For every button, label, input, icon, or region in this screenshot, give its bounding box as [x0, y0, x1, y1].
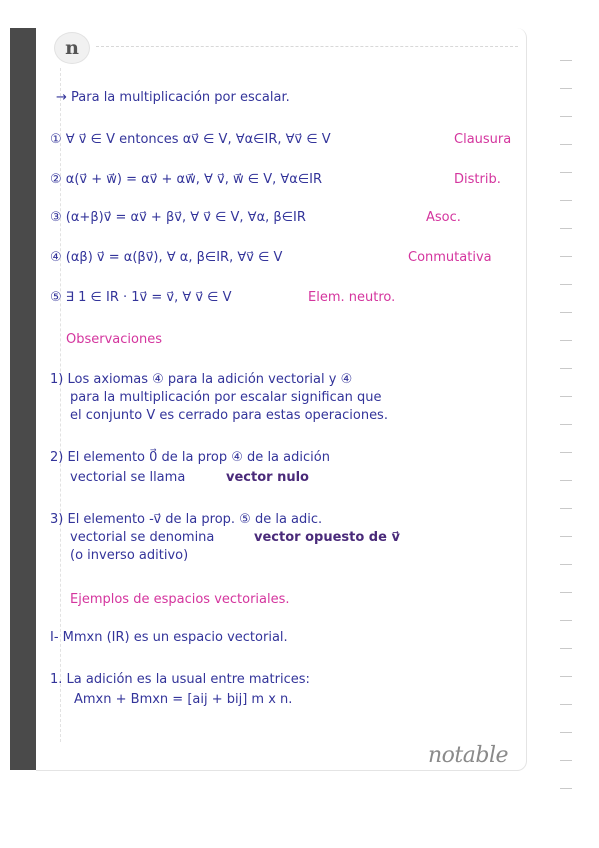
- top-dashed-line: [96, 46, 518, 47]
- axiom-2-tag: Distrib.: [454, 172, 501, 187]
- axiom-1-tag: Clausura: [454, 132, 512, 147]
- axiom-4-tag: Conmutativa: [408, 250, 492, 265]
- obs-1-line-1: 1) Los axiomas ④ para la adición vectorial y ④: [50, 372, 353, 387]
- term-vector-opuesto: vector opuesto de v⃗: [254, 530, 400, 545]
- axiom-4: ④ (αβ) v⃗ = α(βv⃗), ∀ α, β∈IR, ∀v⃗ ∈ V: [50, 250, 283, 265]
- axiom-2: ② α(v⃗ + w⃗) = αv⃗ + αw⃗, ∀ v⃗, w⃗ ∈ V, ∀α∈IR: [50, 172, 323, 187]
- example-1-item-1-line-1: 1. La adición es la usual entre matrices:: [50, 672, 310, 687]
- notable-logo-icon: n: [54, 32, 90, 64]
- obs-2-line-2: vectorial se llama: [70, 470, 186, 485]
- axiom-5-tag: Elem. neutro.: [308, 290, 396, 305]
- obs-3-line-2: vectorial se denomina: [70, 530, 215, 545]
- axiom-3-tag: Asoc.: [426, 210, 461, 225]
- axiom-1: ① ∀ v⃗ ∈ V entonces αv⃗ ∈ V, ∀α∈IR, ∀v⃗ ∈ V: [50, 132, 331, 147]
- notebook-binding: [10, 28, 36, 770]
- obs-1-line-3: el conjunto V es cerrado para estas operaciones.: [70, 408, 388, 423]
- obs-3-line-1: 3) El elemento -v⃗ de la prop. ⑤ de la adic.: [50, 512, 323, 527]
- section-heading-ejemplos: Ejemplos de espacios vectoriales.: [70, 592, 290, 607]
- page-edge-ticks: [560, 60, 574, 820]
- notebook-page: [36, 28, 527, 771]
- example-1: I- Mmxn (IR) es un espacio vectorial.: [50, 630, 288, 645]
- obs-1-line-2: para la multiplicación por escalar significan que: [70, 390, 382, 405]
- obs-3-line-3: (o inverso aditivo): [70, 548, 189, 563]
- axiom-3: ③ (α+β)v⃗ = αv⃗ + βv⃗, ∀ v⃗ ∈ V, ∀α, β∈IR: [50, 210, 306, 225]
- note-line-intro: → Para la multiplicación por escalar.: [56, 90, 290, 105]
- obs-2-line-1: 2) El elemento 0⃗ de la prop ④ de la adición: [50, 450, 330, 465]
- term-vector-nulo: vector nulo: [226, 470, 309, 485]
- axiom-5: ⑤ ∃ 1 ∈ IR · 1v⃗ = v⃗, ∀ v⃗ ∈ V: [50, 290, 232, 305]
- section-heading-observaciones: Observaciones: [66, 332, 162, 347]
- notable-brand-logo: notable: [427, 743, 508, 768]
- example-1-item-1-line-2: Amxn + Bmxn = [aij + bij] m x n.: [74, 692, 293, 707]
